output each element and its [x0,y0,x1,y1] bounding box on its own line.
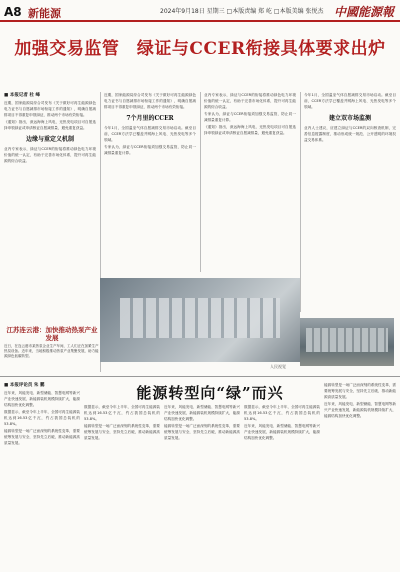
photo-credit: 人民视觉 [270,364,286,369]
article-column-2 [104,92,196,274]
subhead: 边缘与重定义机制 [25,136,74,143]
paragraph: 专家认为，绿证与CCER衔接须加强交易监管，防止同一减排量重复计算。 [104,145,196,155]
paragraph: 能源转型是一场广泛而深刻的系统性变革，需要统筹发展与安全，坚持先立后破，推动新能源高质量发展。 [84,424,160,440]
paragraph: 近年来，风能发电、新型储能、智慧电网等新兴产业快速发展，新能源装机规模持续扩大，能源结构加快优化调整。 [164,405,240,421]
paragraph: 业内专家表示，绿证与CCER的衔接将推动绿色电力环境价值的统一认定，有助于完善市场化体系，提升可再生能源的综合收益。 [4,147,96,163]
paragraph: 近年来，风能发电、新型储能、智慧电网等新兴产业快速发展，新能源装机规模持续扩大，能源结构加快优化调整。 [324,402,396,418]
caption-title: 江苏连云港：加快推动热泵产业发展 [6,326,98,342]
paragraph: 近期，国家能源局综合司发布《关于做好可再生能源绿色电力证书与自愿减排市场衔接工作的通知》，明确自愿减排项目不得重复申领绿证，推动两个市场有效衔接。 [4,101,96,117]
paragraph: 数据显示，截至今年上半年，全国可再生能源装机达到16.53亿千瓦，约占我国总装机的53.8%。 [84,405,160,421]
second-headline: 能源转型向“绿”而兴 [136,384,284,402]
paragraph: 《通知》指出，深远海海上风电、光热发电项目可自愿选择申领绿证或申请核证自愿减排量，避免重复获益。 [4,120,96,130]
paragraph: 业内专家表示，绿证与CCER的衔接将推动绿色电力环境价值的统一认定，有助于完善市场化体系，提升可再生能源的综合收益。 [204,93,296,109]
section-rule [0,376,400,377]
byline: ■ 本报评论员 朱 鹏 [4,383,45,388]
workshop-photo [300,318,394,366]
factory-photo [100,278,300,362]
section-name: 新能源 [28,7,61,20]
paragraph: 能源转型是一场广泛而深刻的系统性变革，需要统筹发展与安全，坚持先立后破，推动新能源高质量发展。 [324,383,396,399]
article2-column-3 [164,404,240,568]
article2-column-1 [4,382,80,568]
column-divider [200,92,201,272]
photo-caption [4,326,100,370]
article-column-3 [204,92,296,274]
paragraph: 今年1月，全国温室气体自愿减排交易市场启动。截至目前，CCER方法学已覆盖并网海上风电、光热发电等多个领域。 [304,93,396,109]
article-column-1 [4,92,96,324]
caption-text: 近日，在连云港市某热泵企业生产车间，工人们正在加紧生产热泵设备。近年来，当地积极推动热泵产业集聚发展，助力能源绿色低碳转型。 [4,344,99,358]
article-column-4 [304,92,396,314]
subhead: 7个月里的CCER [126,115,174,122]
subhead: 建立双市场监测 [328,115,371,122]
page-number: A8 [4,5,22,19]
header-rule [0,20,400,22]
main-headline: 加强交易监管 绿证与CCER衔接具体要求出炉 [14,39,386,59]
paragraph: 专家认为，绿证与CCER衔接须加强交易监管，防止同一减排量重复计算。 [204,112,296,122]
paragraph: 数据显示，截至今年上半年，全国可再生能源装机达到16.53亿千瓦，约占我国总装机的53.8%。 [4,410,80,426]
article2-column-4 [244,404,320,568]
dateline: 2024年9月18日 星期三 □本版责编 郑 屹 □本版美编 张悦杰 [160,8,324,15]
paragraph: 能源转型是一场广泛而深刻的系统性变革，需要统筹发展与安全，坚持先立后破，推动新能源高质量发展。 [4,429,80,445]
paragraph: 近年来，风能发电、新型储能、智慧电网等新兴产业快速发展，新能源装机规模持续扩大，能源结构加快优化调整。 [244,424,320,440]
masthead-logo: 中國能源報 [333,5,394,19]
paragraph: 近期，国家能源局综合司发布《关于做好可再生能源绿色电力证书与自愿减排市场衔接工作的通知》，明确自愿减排项目不得重复申领绿证，推动两个市场有效衔接。 [104,93,196,109]
paragraph: 业内人士建议，应建立绿证与CCER的双向核查机制，完善信息披露制度，推动形成统一规范、公开透明的环境权益交易体系。 [304,126,396,142]
paragraph: 《通知》指出，深远海海上风电、光热发电项目可自愿选择申领绿证或申请核证自愿减排量，避免重复获益。 [204,125,296,135]
paragraph: 数据显示，截至今年上半年，全国可再生能源装机达到16.53亿千瓦，约占我国总装机的53.8%。 [244,405,320,421]
article2-column-2 [84,404,160,568]
column-divider [300,92,301,312]
paragraph: 今年1月，全国温室气体自愿减排交易市场启动。截至目前，CCER方法学已覆盖并网海上风电、光热发电等多个领域。 [104,126,196,142]
byline: ■ 本报记者 杜 峰 [4,93,40,98]
article2-column-5 [324,382,396,568]
paragraph: 近年来，风能发电、新型储能、智慧电网等新兴产业快速发展，新能源装机规模持续扩大，能源结构加快优化调整。 [4,391,80,407]
paragraph: 能源转型是一场广泛而深刻的系统性变革，需要统筹发展与安全，坚持先立后破，推动新能源高质量发展。 [164,424,240,440]
